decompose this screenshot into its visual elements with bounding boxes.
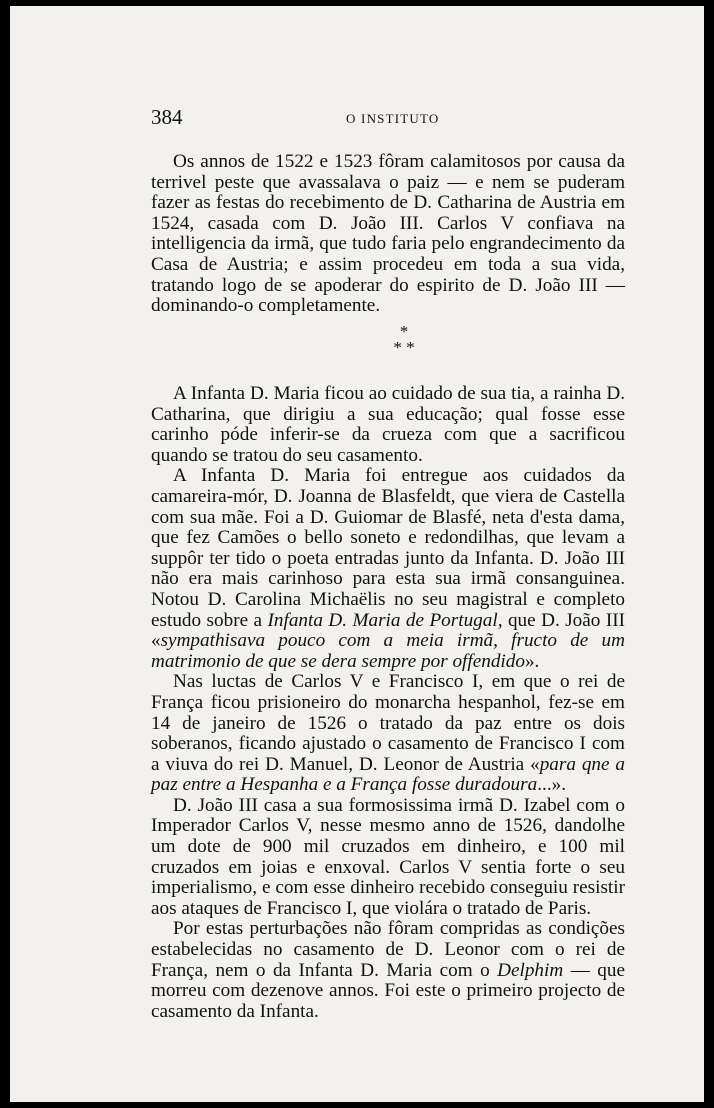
book-page bbox=[10, 6, 704, 1102]
paragraph: Os annos de 1522 e 1523 fôram calamitosos por causa da terrivel peste que avassalava o paiz — e nem se puderam fazer as festas do recebimento de D. Catharina de Austria em 1524, casada com D. João III. Carlos V confiava na intelligencia da irmã, que tudo faria pelo engrandecimento da Casa de Austria; e assim procedeu em toda a sua vida, tratando logo de se apoderar do espirito de D. João III — dominando-o completamente. bbox=[151, 151, 625, 317]
page-number: 384 bbox=[151, 105, 183, 129]
text-run: ». bbox=[524, 650, 540, 672]
italic-quote: sympathisava pouco com a meia irmã, fructo de um matrimonio de que se dera sempre por offendido bbox=[151, 630, 625, 672]
text-run: — que morreu com dezenove annos. Foi este o primeiro projecto de casamento da Infanta. bbox=[151, 959, 625, 1022]
paragraph bbox=[151, 672, 625, 796]
asterism-divider bbox=[374, 324, 434, 364]
italic-word: Delphim bbox=[497, 959, 564, 981]
paragraph: A Infanta D. Maria ficou ao cuidado de sua tia, a rainha D. Catharina, que dirigiu a sua educação; qual fosse esse carinho póde inferir-se da crueza com que a sacrificou quando se tratou do seu casamento. bbox=[151, 383, 625, 466]
asterism-top: * bbox=[399, 322, 409, 341]
paragraph: D. João III casa a sua formosissima irmã D. Izabel com o Imperador Carlos V, nesse mesmo anno de 1526, dandolhe um dote de 900 mil cruzados em dinheiro, e 100 mil cruzados em joias e enxoval. Carlos V sentia forte o seu imperialismo, e com esse dinheiro recebido conseguiu resistir aos ataques de Francisco I, que violára o tratado de Paris. bbox=[151, 794, 625, 919]
text-run: que D. João III « bbox=[151, 609, 625, 652]
running-head: O INSTITUTO bbox=[346, 111, 440, 126]
italic-title: Infanta D. Maria de Portugal, bbox=[267, 609, 503, 631]
text-block-2 bbox=[151, 384, 625, 1022]
text-run: ...». bbox=[537, 774, 566, 796]
paragraph bbox=[151, 466, 625, 672]
italic-quote: para qne a paz entre a Hespanha e a França fosse duradoura bbox=[151, 753, 626, 796]
text-run: A Infanta D. Maria foi entregue aos cuidados da camareira-mór, D. Joanna de Blasfeldt, que viera de Castella com sua mãe. Foi a D. Guiomar de Blasfé, neta d'esta dama, que fez Camões o bello soneto e redondilhas, que levam a suppôr ter tido o poeta entradas junto da Infanta. D. João III não era mais carinhoso para esta sua irmã consanguinea. Notou D. Carolina Michaëlis no seu magistral e completo estudo sobre a bbox=[151, 465, 625, 631]
paragraph bbox=[151, 919, 625, 1022]
text-block-1 bbox=[151, 152, 625, 317]
text-run: Por estas perturbações não fôram compridas as condições estabelecidas no casamento de D. Leonor com o rei de França, nem o da Infanta D. Maria com o bbox=[151, 918, 625, 981]
asterism-bottom: * * bbox=[393, 338, 415, 357]
text-run: Nas luctas de Carlos V e Francisco I, em que o rei de França ficou prisioneiro do monarcha hespanhol, fez-se em 14 de janeiro de 1526 o tratado da paz entre os dois soberanos, ficando ajustado o casamento de Francisco I com a viuva do rei D. Manuel, D. Leonor de Austria « bbox=[151, 671, 625, 775]
page-header bbox=[151, 105, 591, 135]
